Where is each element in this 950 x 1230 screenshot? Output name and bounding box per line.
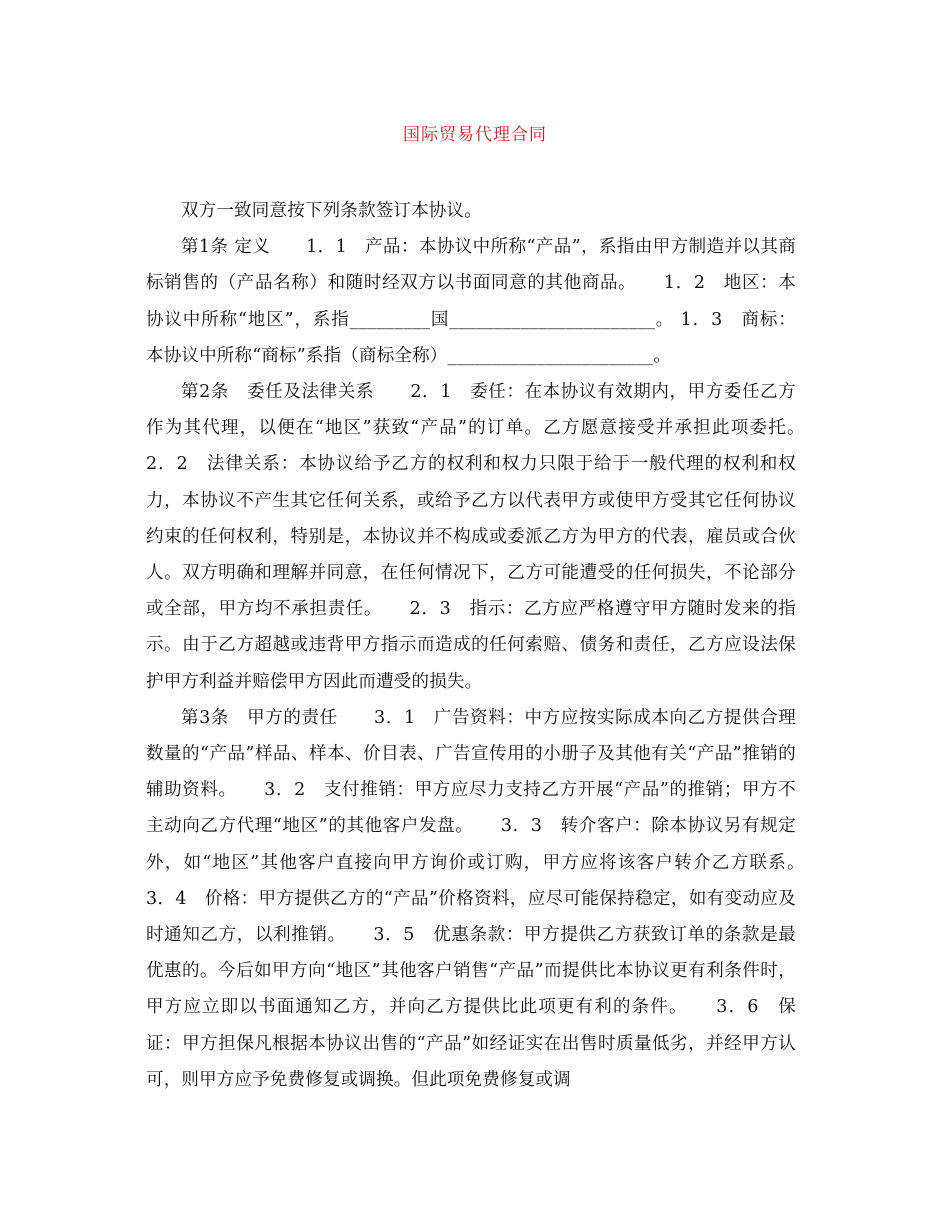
paragraph-intro: 双方一致同意按下列条款签订本协议。 [181,201,482,221]
paragraph-article-2: 第2条 委任及法律关系 2．1 委任：在本协议有效期内，甲方委任乙方作为其代理，以便在“地区”获致“产品”的订单。乙方愿意接受并承担此项委托。 2．2 法律关系：本协议给予乙方的权利和权力只限于给于一般代理的权利和权力，本协议不产生其它任何关系，或给予乙方以代表甲方或使甲方受其它任何协议约束的任何权利，特别是，本协议并不构成或委派乙方为甲方的代表，雇员或合伙人。双方明确和理解并同意，在任何情况下，乙方可能遭受的任何损失，不论部分或全部，甲方均不承担责任。 2．3 指示：乙方应严格遵守甲方随时发来的指示。由于乙方超越或违背甲方指示而造成的任何索赔、债务和责任，乙方应设法保护甲方利益并赔偿甲方因此而遭受的损失。 [146,382,832,692]
document-body [146,193,832,1098]
document-title: 国际贸易代理合同 [403,125,547,145]
paragraph-article-3: 第3条 甲方的责任 3．1 广告资料：中方应按实际成本向乙方提供合理数量的“产品”样品、样本、价目表、广告宣传用的小册子及其他有关“产品”推销的辅助资料。 3．2 支付推销：甲方应尽力支持乙方开展“产品”的推销；甲方不主动向乙方代理“地区”的其他客户发盘。 3．3 转介客户：除本协议另有规定外，如“地区”其他客户直接向甲方询价或订购，甲方应将该客户转介乙方联系。 3．4 价格：甲方提供乙方的“产品”价格资料，应尽可能保持稳定，如有变动应及时通知乙方，以利推销。 3．5 优惠条款：甲方提供乙方获致订单的条款是最优惠的。今后如甲方向“地区”其他客户销售“产品”而提供比本协议更有利条件时，甲方应立即以书面通知乙方，并向乙方提供比此项更有利的条件。 3．6 保证：甲方担保凡根据本协议出售的“产品”如经证实在出售时质量低劣，并经甲方认可，则甲方应予免费修复或调换。但此项免费修复或调 [146,707,832,1090]
paragraph-article-1: 第1条 定义 1．1 产品：本协议中所称“产品”，系指由甲方制造并以其商标销售的（产品名称）和随时经双方以书面同意的其他商品。 1．2 地区：本协议中所称“地区”，系指_________国_______________________。 1．3 商标：本协议中所称“商标”系指（商标全称）_______________________。 [146,237,796,366]
